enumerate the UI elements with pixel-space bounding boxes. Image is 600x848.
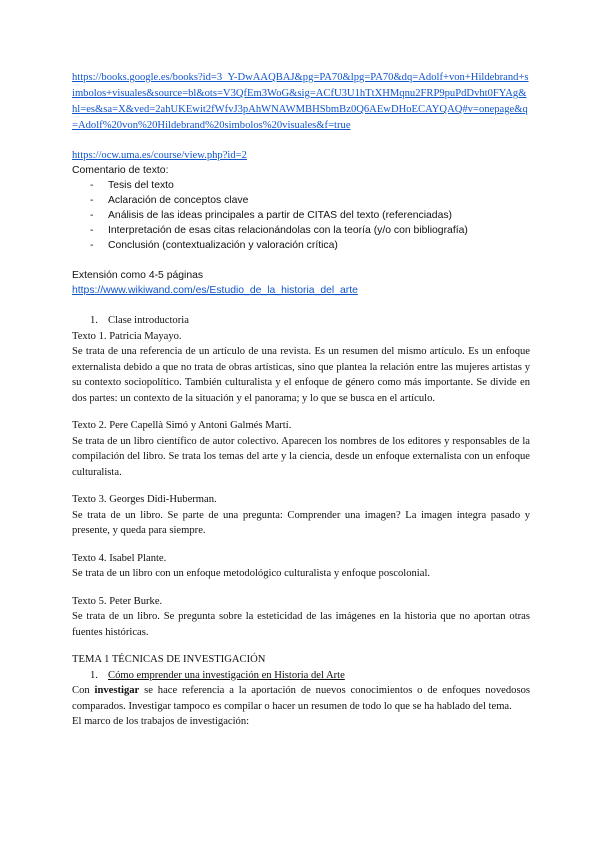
clase-section: [72, 313, 530, 730]
google-books-link-block: [72, 70, 530, 134]
texto-2-heading: Texto 2. Pere Capellà Simó y Antoni Galmés Martí.: [72, 420, 292, 431]
wikiwand-link[interactable]: https://www.wikiwand.com/es/Estudio_de_la_historia_del_arte: [72, 285, 358, 296]
ocw-link[interactable]: https://ocw.uma.es/course/view.php?id=2: [72, 150, 247, 161]
investigar-term: investigar: [94, 685, 140, 696]
list-item: - Interpretación de esas citas relacionándolas con la teoría (y/o con bibliografía): [90, 225, 468, 236]
texto-5-body: Se trata de un libro. Se pregunta sobre la esteticidad de las imágenes en la historia que no aportan otras fuentes históricas.: [72, 611, 530, 638]
comentario-section: [72, 163, 530, 253]
tema-subheading: 1. Cómo emprender una investigación en Historia del Arte: [90, 669, 345, 681]
texto-1-heading: Texto 1. Patricia Mayayo.: [72, 330, 182, 342]
texto-2-body: Se trata de un libro científico de autor colectivo. Aparecen los nombres de los editores y responsables de la compilación del libro. Se trata los temas del arte y la ciencia, desde un enfoque externalista con un enfoque culturalista.: [72, 435, 530, 478]
texto-1-body: Se trata de una referencia de un artículo de una revista. Es un resumen del mismo artículo. Es un enfoque externalista debido a que no trata de obras artísticas, sino que plantea la relación entre las mujeres artistas y su contexto sociopolítico. También culturalista y el enfoque de género como más importante. Se divide en dos partes: un contexto de la situación y el panorama; y lo que se busca en el artículo.: [72, 346, 530, 404]
texto-4-body: Se trata de un libro con un enfoque metodológico culturalista y enfoque poscolonial.: [72, 568, 431, 579]
comentario-title: Comentario de texto:: [72, 165, 169, 176]
texto-3-body: Se trata de un libro. Se parte de una pregunta: Comprender una imagen? La imagen integra pasado y presente, y queda para siempre.: [72, 509, 530, 536]
extension-section: [72, 268, 530, 298]
texto-3-heading: Texto 3. Georges Didi-Huberman.: [72, 494, 217, 505]
texto-4-heading: Texto 4. Isabel Plante.: [72, 552, 167, 564]
list-item: - Análisis de las ideas principales a partir de CITAS del texto (referenciadas): [90, 210, 453, 221]
tema-paragraph: Con investigar se hace referencia a la aportación de nuevos conocimientos o de enfoques novedosos comparados. Investigar tampoco es compilar o hacer un resumen de todo lo que se ha hablado del tema.: [72, 685, 530, 712]
list-item: - Tesis del texto: [90, 180, 174, 191]
ocw-link-block: [72, 148, 530, 164]
list-item: - Conclusión (contextualización y valoración crítica): [90, 240, 338, 251]
list-item: - Aclaración de conceptos clave: [90, 195, 249, 206]
clase-heading: 1. Clase introductoria: [90, 315, 189, 326]
tema-title: TEMA 1 TÉCNICAS DE INVESTIGACIÓN: [72, 654, 266, 665]
texto-5-heading: Texto 5. Peter Burke.: [72, 595, 163, 607]
google-books-link[interactable]: https://books.google.es/books?id=3_Y-DwAAQBAJ&pg=PA70&lpg=PA70&dq=Adolf+von+Hildebrand+simbolos+visuales&source=bl&ots=V3QfEm3WoG&sig=ACfU3U1hTtXHMqnu2FRP9puPdDvht0FYAg&hl=es&sa=X&ved=2ahUKEwit2fWfvJ3pAhWNAWMBHSbmBz0Q6AEwDHoECAYQAQ#v=onepage&q=Adolf%20von%20Hildebrand%20simbolos%20visuales&f=true: [72, 72, 529, 131]
extension-text: Extensión como 4-5 páginas: [72, 270, 204, 281]
marco-text: El marco de los trabajos de investigación:: [72, 716, 250, 727]
comentario-list: [72, 178, 530, 253]
